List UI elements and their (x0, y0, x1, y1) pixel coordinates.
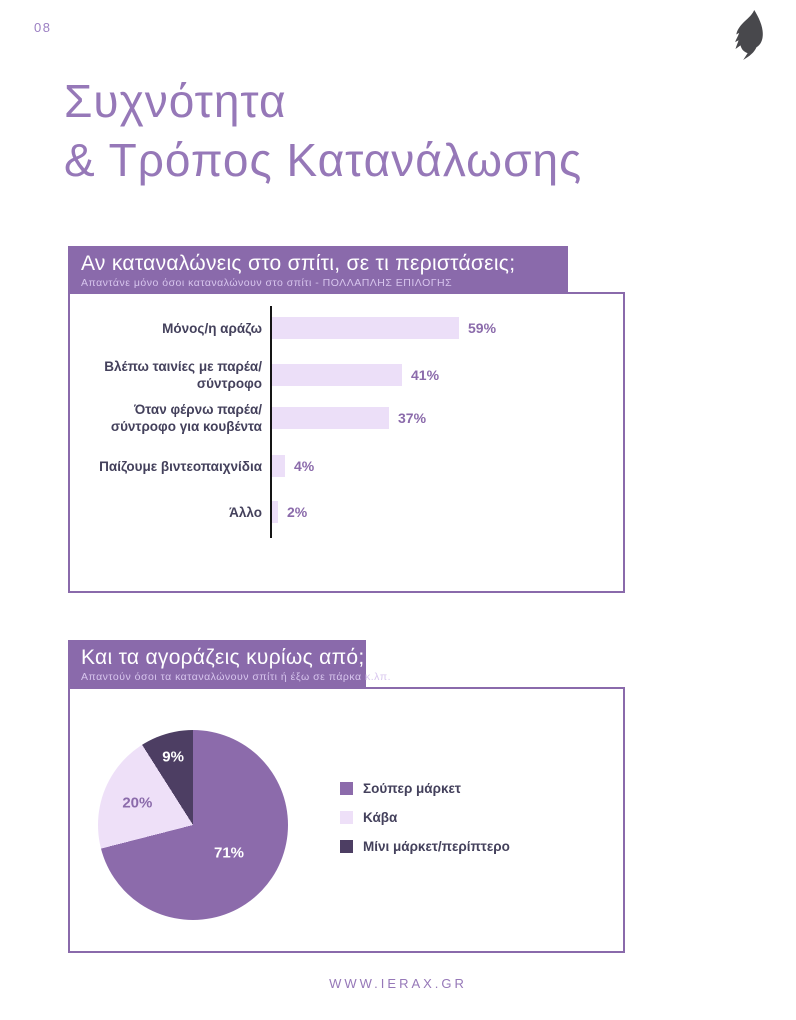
bar-chart-box (68, 292, 625, 593)
pie-chart-header (68, 640, 392, 687)
pie-chart-box (68, 687, 625, 953)
bar-value-label: 59% (468, 320, 497, 336)
bar-chart-header (68, 246, 568, 292)
bar-value-label: 41% (411, 367, 440, 383)
legend-item (340, 839, 510, 854)
legend-swatch (340, 840, 353, 853)
pie-chart (98, 730, 288, 920)
page-number: 08 (34, 20, 52, 35)
legend-swatch (340, 782, 353, 795)
bird-logo-icon (728, 10, 768, 60)
legend-label: Σούπερ μάρκετ (363, 781, 461, 796)
legend-swatch (340, 811, 353, 824)
bar-rect (272, 407, 389, 429)
page-title-line2: & Τρόπος Κατανάλωσης (64, 134, 583, 186)
bar-chart-title: Αν καταναλώνεις στο σπίτι, σε τι περιστάσεις; (81, 252, 516, 275)
bar-value-label: 2% (287, 504, 308, 520)
pie-slice-label: 71% (214, 844, 245, 862)
pie-slice-label: 20% (122, 794, 153, 812)
page-title-line1: Συχνότητα (64, 75, 287, 127)
legend-item (340, 781, 510, 796)
footer-url: WWW.IERAX.GR (329, 976, 467, 991)
bar-chart-subtitle: Απαντάνε μόνο όσοι καταναλώνουν στο σπίτι - ΠΟΛΛΑΠΛΗΣ ΕΠΙΛΟΓΗΣ (81, 277, 453, 289)
bar-category-label: Μόνος/η αράζω (162, 320, 262, 336)
pie-legend (340, 781, 510, 868)
legend-item (340, 810, 510, 825)
bar-category-label: Παίζουμε βιντεοπαιχνίδια (99, 458, 262, 474)
bar-value-label: 4% (294, 458, 315, 474)
bar-category-label: Όταν φέρνω παρέα/ σύντροφο για κουβέντα (110, 402, 262, 434)
bar-category-label: Άλλο (229, 504, 262, 520)
pie-chart-title: Και τα αγοράζεις κυρίως από; (81, 646, 365, 669)
bar-value-label: 37% (398, 410, 427, 426)
bar-category-label: Βλέπω ταινίες με παρέα/ σύντροφο (104, 359, 262, 391)
pie-chart-subtitle: Απαντούν όσοι τα καταναλώνουν σπίτι ή έξω σε πάρκα κ.λπ. (81, 671, 392, 683)
bar-rect (272, 455, 285, 477)
pie-slice-label: 9% (162, 748, 184, 766)
page-title (64, 72, 744, 190)
bar-rect (272, 501, 278, 523)
legend-label: Μίνι μάρκετ/περίπτερο (363, 839, 510, 854)
bar-rect (272, 364, 402, 386)
bar-rect (272, 317, 459, 339)
legend-label: Κάβα (363, 810, 398, 825)
